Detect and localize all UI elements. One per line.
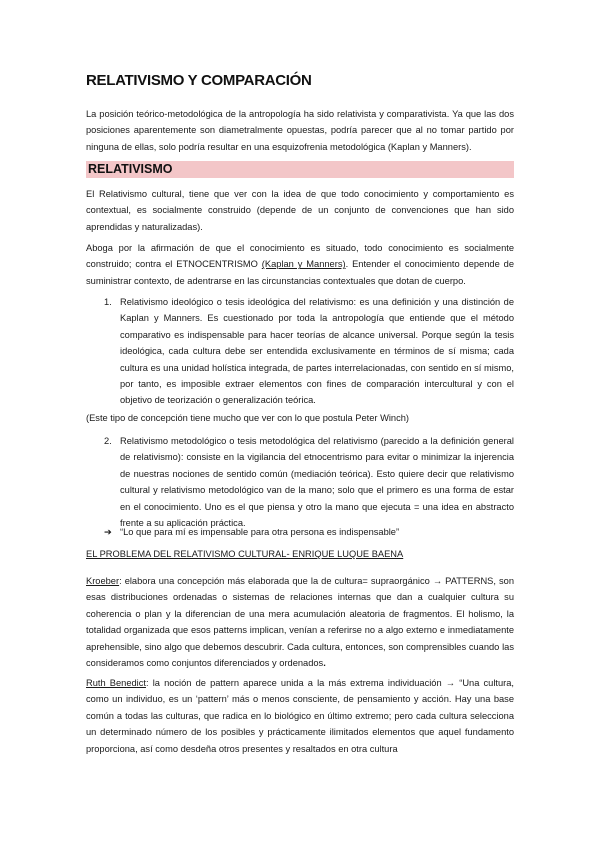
list-number: 2. [104, 436, 112, 446]
paragraph-kroeber [86, 573, 514, 671]
paragraph-relativismo-cultural: El Relativismo cultural, tiene que ver con la idea de que todo conocimiento y comportamiento es contextual, es socialmente construido (depende de un conjunto de convenciones que han sido aprendidas y naturalizadas). [86, 189, 514, 232]
paragraph-text-before: Aboga por la afirmación de que el conocimiento es situado, todo conocimiento es socialmente construido; contra el ETNOCENTRISMO [86, 243, 514, 270]
note-peter-winch: (Este tipo de concepción tiene mucho que ver con lo que postula Peter Winch) [86, 413, 409, 423]
intro-paragraph: La posición teórico-metodológica de la antropología ha sido relativista y comparativista. Ya que las dos posiciones aparentemente son diametralmente opuestas, podría parecer que al no tomar partido por ninguna de ellas, solo podría resultar en una esquizofrenia metodológica (Kaplan y Manners). [86, 109, 514, 152]
benedict-text: : la noción de pattern aparece unida a la más extrema individuación → “Una cultura, como un individuo, es un ‘pattern’ más o menos consciente, de pensamiento y acción. Hay una base común a todas las culturas, que radica en lo biológico en último extremo; pero cada cultura selecciona un determinado número de los posibles y prácticamente ilimitados elementos que aquel fundamento proporciona, así como desdeña otros presentes y resaltados en otra cultura [86, 678, 515, 754]
list-number: 1. [104, 297, 112, 307]
list-item-text: Relativismo ideológico o tesis ideológica del relativismo: es una definición y una distinción de Kaplan y Manners. Es cuestionado por toda la antropología que entiende que el método comparativo es indispensable para hacer teorías de alcance universal. Porque según la tesis ideológica, cada cultura debe ser entendida exclusivamente en términos de sí misma; cada cultura es una unidad holística integrada, de partes interrelacionadas, con sentido en sí mismo, por tanto, es imposible extraer elementos con fines de comparación intercultural y con el objetivo de teorización o generalización teórica. [120, 297, 514, 406]
kroeber-text: : elabora una concepción más elaborada que la de cultura= supraorgánico → PATTERNS, son esas distribuciones ordenadas o sistemas de relaciones internas que dan a cualquier cultura su coherencia o plan y la diferencian de una mera acumulación aleatoria de fragmentos. El holismo, la totalidad organizada que esos patterns implican, venían a referirse no a algo externo e inmediatamente aprehensible, sino algo que debemos descubrir. Cada cultura, entonces, son comprensibles cuando las consideramos como conjuntos diferenciados y ordenados [86, 576, 514, 669]
subheading-problema-relativismo: EL PROBLEMA DEL RELATIVISMO CULTURAL- ENRIQUE LUQUE BAENA [86, 549, 404, 559]
arrow-icon: ➔ [104, 527, 112, 537]
list-item-text: Relativismo metodológico o tesis metodológica del relativismo (parecido a la definición general de relativismo): consiste en la vigilancia del etnocentrismo para evitar o minimizar la injerencia de nuestras nociones de sentido común (mediación teórica). Esto quiere decir que relativismo cultural y relativismo metodológico van de la mano; solo que el primero es una forma de estar en el conocimiento. Uno es el que piensa y otro la mano que ejecuta = una idea en abstracto frente a su aplicación práctica. [120, 436, 514, 529]
arrow-item-text: “Lo que para mí es impensable para otra persona es indispensable” [120, 527, 400, 537]
author-ruth-benedict: Ruth Benedict [86, 678, 146, 688]
author-kroeber: Kroeber [86, 576, 120, 586]
paragraph-conocimiento-situado [86, 240, 514, 289]
arrow-bullet-item [104, 524, 514, 540]
section-heading-relativismo: RELATIVISMO [86, 161, 514, 178]
list-item-2 [104, 433, 514, 531]
kroeber-end: . [323, 658, 326, 669]
list-item-1 [104, 294, 514, 409]
document-title: RELATIVISMO Y COMPARACIÓN [86, 72, 312, 89]
paragraph-text-after: . Entender el conocimiento depende de suministrar contexto, de adentrarse en las circunstancias contextuales que dotan de cuerpo. [86, 259, 514, 286]
reference-kaplan-manners: (Kaplan y Manners) [261, 259, 346, 270]
paragraph-benedict [86, 675, 514, 757]
